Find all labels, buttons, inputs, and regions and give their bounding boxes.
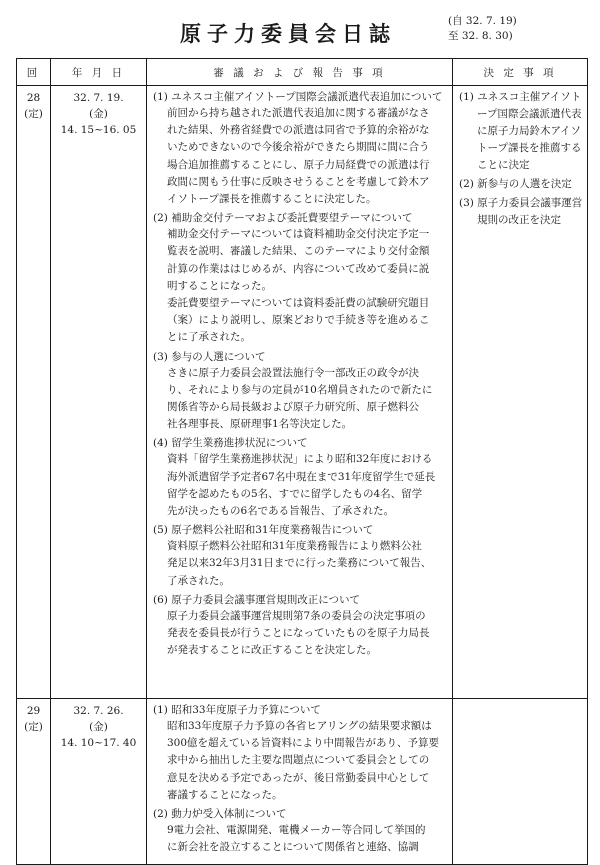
session-number-cell	[17, 699, 51, 865]
item-body	[153, 365, 446, 434]
session-number-cell	[17, 86, 51, 699]
body-line: イソトープ課長を推薦することに決定した。	[167, 193, 377, 206]
decision-item: (3) 原子力委員会議事運営規則の改正を決定	[459, 197, 583, 226]
body-line: 関係省等から局長級および原子力研究所、原子燃料公	[167, 401, 419, 414]
body-line: いためできないので今後余裕ができたら期間に間に合う	[167, 141, 430, 154]
discussion-cell	[147, 86, 453, 699]
header-number: 回	[17, 59, 51, 86]
body-line: 覧表を説明、審議した結果、このテーマにより交付金額	[167, 245, 430, 258]
item-body	[153, 451, 446, 520]
body-line: 計算の作業ははじめるが、内容について改めて委員に説	[167, 262, 430, 275]
item-heading: (3) 参与の人選について	[153, 350, 266, 363]
decision-item: (1) ユネスコ主催アイソトープ国際会議派遣代表に原子力局鈴木アイソトープ課長を推薦することに決定	[459, 91, 582, 171]
body-line: 留学を認めたもの5名、すでに留学したもの4名、留学	[167, 487, 423, 500]
item-body	[153, 718, 446, 804]
discussion-cell	[147, 699, 453, 865]
body-line: が発表することに改正することを決定した。	[167, 644, 377, 657]
session-type: (定)	[24, 721, 43, 733]
header-date: 年 月 日	[51, 59, 147, 86]
item-body	[153, 822, 446, 856]
decision-cell	[453, 699, 588, 865]
body-line: 発表を委員長が行うことになっていたものを原子力局長	[167, 627, 430, 640]
body-line: 社各理事長、原研理事1名等決定した。	[167, 418, 353, 431]
body-line: 資料原子燃料公社昭和31年度業務報告により燃料公社	[167, 540, 422, 553]
body-line: 求中から抽出した主要な問題点について委員会としての	[167, 754, 430, 767]
table-header-row	[17, 59, 588, 86]
session-weekday: (金)	[89, 108, 108, 120]
header-decision: 決 定 事 項	[453, 59, 588, 86]
body-line: れた結果、外務省経費での派遣は同省で予算的余裕がな	[167, 124, 430, 137]
item-heading: (1) ユネスコ主催アイソトープ国際会議派遣代表追加について	[153, 91, 443, 103]
body-line: （案）により説明し、原案どおりで手続き等を進めるこ	[167, 314, 430, 327]
decision-cell	[453, 86, 588, 699]
discussion-item	[153, 522, 446, 590]
session-time: 14. 10~17. 40	[60, 737, 137, 749]
session-date-cell	[51, 86, 147, 699]
body-line: 意見を決める予定であったが、後日常勤委員中心として	[167, 771, 430, 784]
session-number: 29	[26, 705, 41, 717]
discussion-item	[153, 592, 446, 660]
body-line: 300億を超えている旨資料により中間報告があり、予算要	[167, 737, 440, 750]
body-line: 昭和33年度原子力予算の各省ヒアリングの結果要求額は	[167, 720, 432, 732]
item-heading: (1) 昭和33年度原子力予算について	[153, 704, 321, 716]
session-type: (定)	[24, 108, 43, 120]
item-body	[153, 226, 446, 346]
item-body	[153, 538, 446, 590]
header-discussion: 審 議 お よ び 報 告 事 項	[147, 59, 453, 86]
session-weekday: (金)	[89, 721, 108, 733]
session-number: 28	[26, 92, 41, 104]
body-line: り、それにより参与の定員が10名増員されたので新たに	[167, 383, 433, 396]
page-title: 原子力委員会日誌	[180, 21, 396, 46]
body-line: 発足以来32年3月31日までに行った業務について報告、	[167, 557, 432, 570]
body-line: とに了承された。	[167, 331, 251, 344]
body-line: 明することになった。	[167, 279, 272, 292]
item-heading: (4) 留学生業務進捗状況について	[153, 437, 308, 450]
date-range-from: (自 32. 7. 19)	[448, 15, 517, 27]
body-line: に新会社を設立することについて関係省と連絡、協調	[167, 841, 419, 854]
decision-item: (2) 新参与の人選を決定	[459, 178, 572, 190]
discussion-item	[153, 702, 446, 804]
body-line: 委託費要望テーマについては資料委託費の試験研究題目	[167, 297, 430, 310]
session-time: 14. 15~16. 05	[60, 124, 137, 136]
body-line: さきに原子力委員会設置法施行令一部改正の政令が決	[167, 366, 419, 379]
discussion-item	[153, 349, 446, 434]
discussion-item	[153, 435, 446, 520]
body-line: 原子力委員会議事運営規則第7条の委員会の決定事項の	[167, 609, 426, 622]
body-line: 了承された。	[167, 574, 230, 587]
body-line: 9電力会社、電源開発、電機メーカー等合同して挙国的	[167, 824, 426, 837]
body-line: 審議することになった。	[167, 788, 283, 801]
session-date-cell	[51, 699, 147, 865]
body-line: 政間に関もう仕事に反映させうることを考慮して鈴木ア	[167, 175, 430, 188]
session-date: 32. 7. 26.	[73, 705, 124, 717]
table-row	[17, 699, 588, 865]
log-table	[16, 58, 588, 865]
item-body	[153, 608, 446, 660]
item-heading: (6) 原子力委員会議事運営規則改正について	[153, 593, 361, 606]
body-line: 補助金交付テーマについては資料補助金交付決定予定一	[167, 228, 430, 241]
session-date: 32. 7. 19.	[73, 92, 124, 104]
item-body	[153, 105, 446, 208]
table-row	[17, 86, 588, 699]
item-heading: (2) 補助金交付テーマおよび委託費要望テーマについて	[153, 212, 413, 225]
page-header	[0, 8, 600, 48]
date-range-to: 至 32. 8. 30)	[448, 30, 513, 42]
body-line: 先が決ったもの6名である旨報告、了承された。	[167, 505, 395, 518]
item-heading: (2) 動力炉受入体制について	[153, 808, 287, 821]
discussion-item	[153, 210, 446, 346]
body-line: 海外派遣留学予定者67名中現在まで31年度留学生で延長	[167, 470, 436, 483]
discussion-item	[153, 806, 446, 856]
body-line: 資料「留学生業務進捗状況」により昭和32年度における	[167, 453, 433, 466]
item-heading: (5) 原子燃料公社昭和31年度業務報告について	[153, 524, 374, 537]
date-range	[448, 14, 517, 44]
body-line: 前回から持ち越された派遣代表追加に関する審議がなさ	[167, 107, 430, 119]
discussion-item	[153, 89, 446, 208]
body-line: 場合追加推薦することにし、原子力局経費での派遣は行	[167, 158, 430, 171]
